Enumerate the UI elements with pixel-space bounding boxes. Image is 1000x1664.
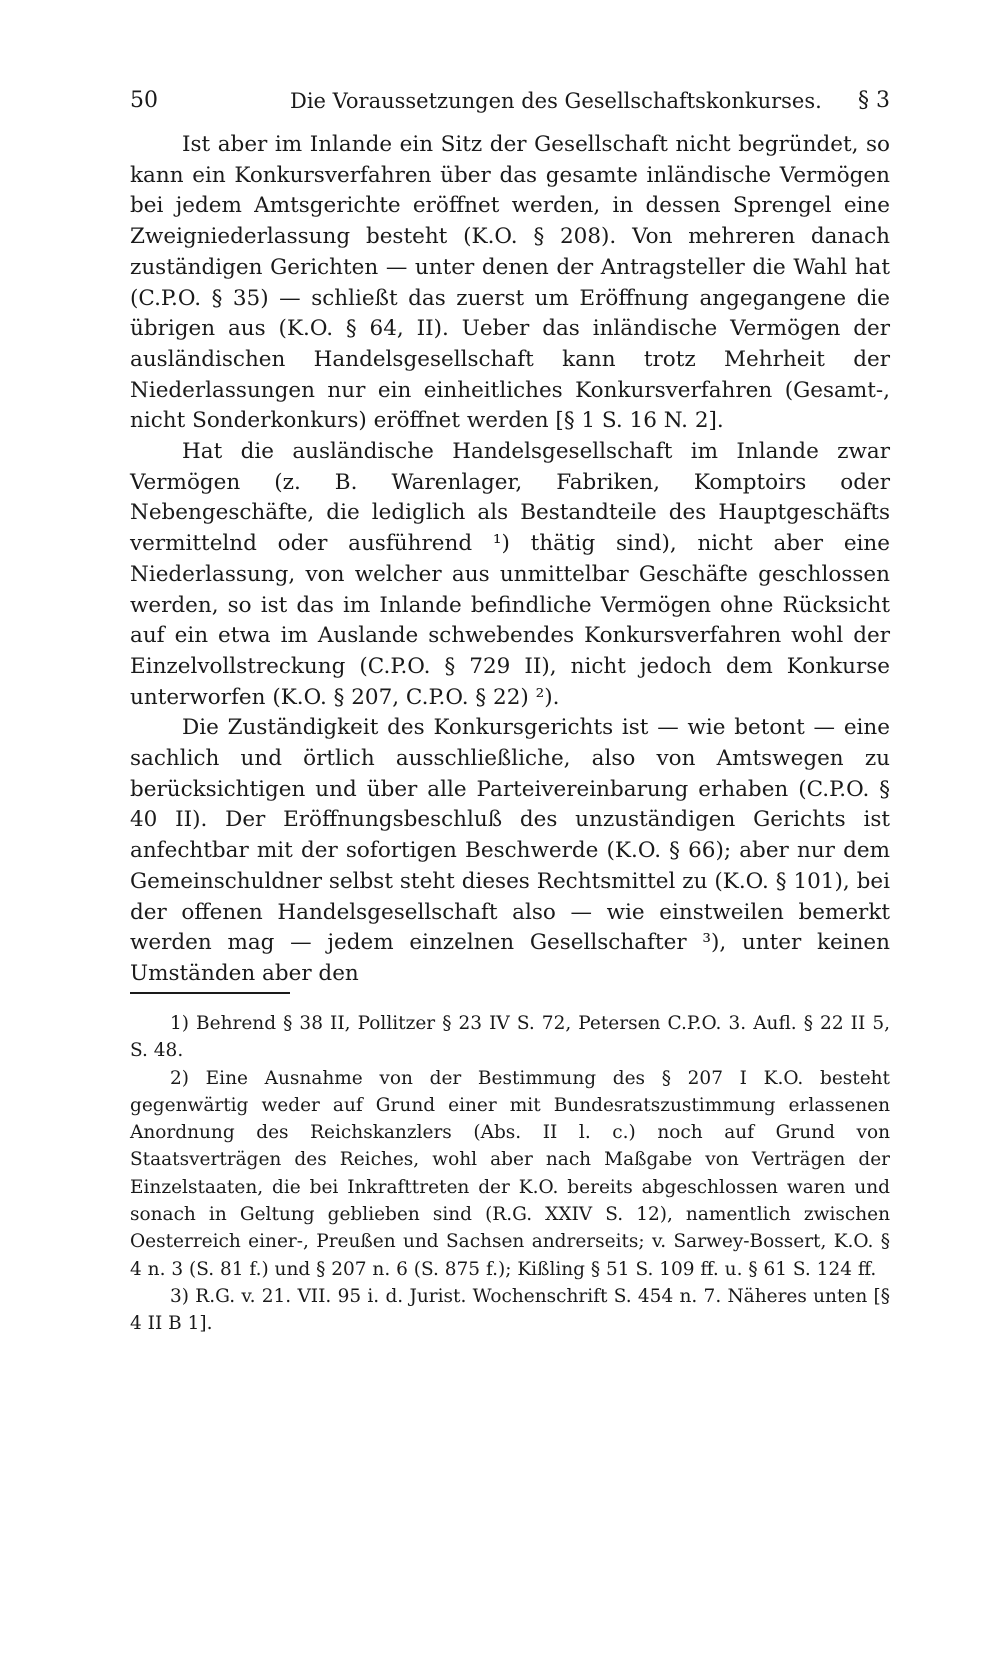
running-title: Die Voraussetzungen des Gesellschaftskonkurses. xyxy=(290,89,822,113)
page-number: 50 xyxy=(130,88,158,113)
footnotes xyxy=(130,1010,890,1338)
paragraph: Ist aber im Inlande ein Sitz der Gesellschaft nicht begründet, so kann ein Konkursverfahren über das gesamte inländische Vermögen bei jedem Amtsgerichte eröffnet werden, in dessen Sprengel eine Zweigniederlassung besteht (K.O. § 208). Von mehreren danach zuständigen Gerichten — unter denen der Antragsteller die Wahl hat (C.P.O. § 35) — schließt das zuerst um Eröffnung angegangene die übrigen aus (K.O. § 64, II). Ueber das inländische Vermögen der ausländischen Handelsgesellschaft kann trotz Mehrheit der Niederlassungen nur ein einheitliches Konkursverfahren (Gesamt-, nicht Sonderkonkurs) eröffnet werden [§ 1 S. 16 N. 2]. xyxy=(130,132,890,434)
page-header xyxy=(130,84,890,118)
footnote-separator xyxy=(130,992,290,994)
section-marker: § 3 xyxy=(858,88,890,113)
paragraph: Die Zuständigkeit des Konkursgerichts ist — wie betont — eine sachlich und örtlich ausschließliche, also von Amtswegen zu berücksichtigen und über alle Parteivereinbarung erhaben (C.P.O. § 40 II). Der Eröffnungsbeschluß des unzuständigen Gerichts ist anfechtbar mit der sofortigen Beschwerde (K.O. § 66); aber nur dem Gemeinschuldner selbst steht dieses Rechtsmittel zu (K.O. § 101), bei der offenen Handelsgesellschaft also — wie einstweilen bemerkt werden mag — jedem einzelnen Gesellschafter ³), unter keinen Umständen aber den xyxy=(130,715,890,986)
footnote: 1) Behrend § 38 II, Pollitzer § 23 IV S. 72, Petersen C.P.O. 3. Aufl. § 22 II 5, S. 48. xyxy=(130,1013,890,1062)
footnote: 3) R.G. v. 21. VII. 95 i. d. Jurist. Wochenschrift S. 454 n. 7. Näheres unten [§ 4 II B 1]. xyxy=(130,1285,890,1335)
paragraph: Hat die ausländische Handelsgesellschaft im Inlande zwar Vermögen (z. B. Warenlager, Fabriken, Komptoirs oder Nebengeschäfte, die lediglich als Bestandteile des Hauptgeschäfts vermittelnd oder ausführend ¹) thätig sind), nicht aber eine Niederlassung, von welcher aus unmittelbar Geschäfte geschlossen werden, so ist das im Inlande befindliche Vermögen ohne Rücksicht auf ein etwa im Auslande schwebendes Konkursverfahren wohl der Einzelvollstreckung (C.P.O. § 729 II), nicht jedoch dem Konkurse unterworfen (K.O. § 207, C.P.O. § 22) ²). xyxy=(130,439,890,710)
footnote: 2) Eine Ausnahme von der Bestimmung des § 207 I K.O. besteht gegenwärtig weder auf Grund einer mit Bundesratszustimmung erlassenen Anordnung des Reichskanzlers (Abs. II l. c.) noch auf Grund von Staatsverträgen des Reiches, wohl aber nach Maßgabe von Verträgen der Einzelstaaten, die bei Inkrafttreten der K.O. bereits abgeschlossen waren und sonach in Geltung geblieben sind (R.G. XXIV S. 12), namentlich zwischen Oesterreich einer-, Preußen und Sachsen andrerseits; v. Sarwey-Bossert, K.O. § 4 n. 3 (S. 81 f.) und § 207 n. 6 (S. 875 f.); Kißling § 51 S. 109 ff. u. § 61 S. 124 ff. xyxy=(130,1067,890,1280)
main-text xyxy=(130,130,890,990)
